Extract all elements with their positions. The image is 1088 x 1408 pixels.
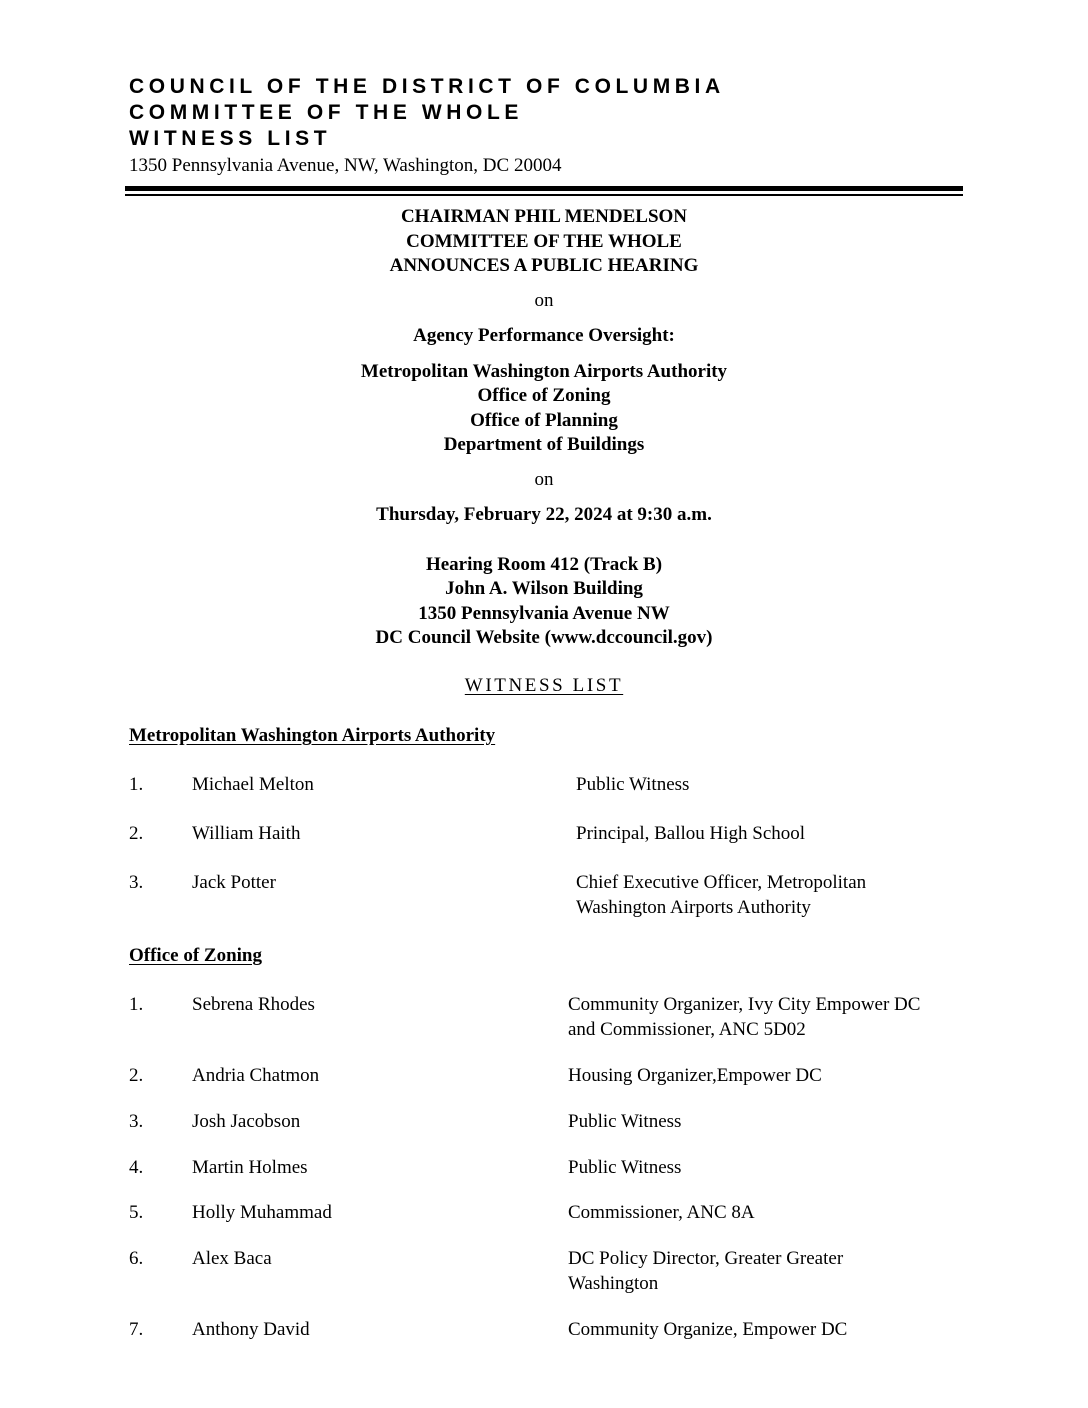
header-rule-thick — [125, 186, 963, 191]
letterhead-document-type: WITNESS LIST — [129, 127, 332, 150]
witness-name: Michael Melton — [192, 774, 314, 795]
witness-name: Sebrena Rhodes — [192, 994, 315, 1015]
witness-list-heading — [0, 674, 1088, 699]
agency-item: Office of Planning — [470, 410, 618, 431]
hearing-datetime: Thursday, February 22, 2024 at 9:30 a.m. — [376, 504, 712, 525]
witness-number: 3. — [129, 872, 144, 893]
location-line: Hearing Room 412 (Track B) — [425, 554, 663, 575]
agency-item: Department of Buildings — [443, 434, 645, 455]
witness-name: Andria Chatmon — [192, 1065, 320, 1086]
witness-role: Public Witness — [568, 1157, 682, 1178]
letterhead-committee-name: COMMITTEE OF THE WHOLE — [129, 101, 524, 124]
witness-number: 5. — [129, 1202, 144, 1223]
witness-name: Jack Potter — [192, 872, 276, 893]
letterhead-council-name: COUNCIL OF THE DISTRICT OF COLUMBIA — [129, 75, 725, 98]
letterhead — [129, 74, 725, 178]
location-line: 1350 Pennsylvania Avenue NW — [418, 603, 670, 624]
announcement-hearing: ANNOUNCES A PUBLIC HEARING — [389, 255, 699, 276]
witness-role: Principal, Ballou High School — [576, 823, 806, 844]
witness-name: Holly Muhammad — [192, 1202, 332, 1223]
agency-item: Office of Zoning — [477, 385, 611, 406]
witness-role: Housing Organizer,Empower DC — [568, 1065, 822, 1086]
section-title: Office of Zoning — [129, 945, 262, 966]
agency-item: Metropolitan Washington Airports Authority — [360, 361, 728, 382]
witness-name: Anthony David — [192, 1319, 310, 1340]
announcement-on: on — [534, 290, 554, 311]
witness-role: Chief Executive Officer, Metropolitan Washington Airports Authority — [576, 872, 867, 918]
witness-number: 3. — [129, 1111, 144, 1132]
announcement-committee: COMMITTEE OF THE WHOLE — [406, 231, 682, 252]
witness-number: 2. — [129, 1065, 144, 1086]
section-title: Metropolitan Washington Airports Authority — [129, 725, 496, 746]
witness-name: Martin Holmes — [192, 1157, 308, 1178]
witness-name: Josh Jacobson — [192, 1111, 301, 1132]
letterhead-address: 1350 Pennsylvania Avenue, NW, Washington, DC 20004 — [129, 155, 562, 176]
location-line: John A. Wilson Building — [445, 578, 643, 599]
header-rule-thin — [125, 194, 963, 196]
witness-role: Community Organize, Empower DC — [568, 1319, 848, 1340]
witness-role: Community Organizer, Ivy City Empower DC and Commissioner, ANC 5D02 — [568, 994, 921, 1040]
witness-number: 7. — [129, 1319, 144, 1340]
witness-number: 1. — [129, 994, 144, 1015]
witness-list-heading-text: WITNESS LIST — [464, 675, 624, 696]
announcement-chairman: CHAIRMAN PHIL MENDELSON — [400, 206, 688, 227]
witness-role: Public Witness — [576, 774, 690, 795]
location-line: DC Council Website (www.dccouncil.gov) — [375, 627, 713, 648]
witness-name: William Haith — [192, 823, 301, 844]
announcement-on: on — [534, 469, 554, 490]
witness-number: 4. — [129, 1157, 144, 1178]
witness-number: 1. — [129, 774, 144, 795]
witness-role: Public Witness — [568, 1111, 682, 1132]
witness-number: 6. — [129, 1248, 144, 1269]
witness-name: Alex Baca — [192, 1248, 272, 1269]
witness-role: DC Policy Director, Greater Greater Washington — [568, 1248, 844, 1294]
witness-role: Commissioner, ANC 8A — [568, 1202, 755, 1223]
witness-number: 2. — [129, 823, 144, 844]
hearing-subject: Agency Performance Oversight: — [413, 325, 675, 346]
